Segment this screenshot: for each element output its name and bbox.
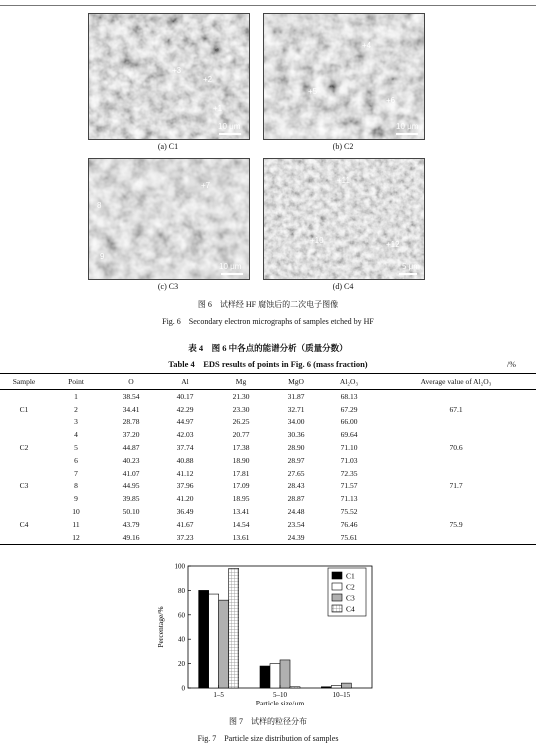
table-cell: 28.97	[287, 455, 305, 465]
table-cell: 37.23	[158, 531, 212, 544]
table-cell	[376, 428, 536, 441]
table-cell: 11	[72, 519, 80, 529]
table-cell: 7	[74, 468, 78, 478]
table-cell: 42.03	[176, 430, 194, 440]
bar-c2-0	[209, 594, 219, 688]
table-cell: 44.95	[122, 481, 140, 491]
table-row	[0, 403, 536, 416]
legend-label-c1: C1	[346, 571, 355, 581]
table-cell: 71.10	[340, 443, 358, 453]
sem-image-c1	[88, 13, 250, 140]
y-tick-label: 60	[178, 611, 185, 620]
scale-bar	[219, 133, 241, 135]
table-cell: 10	[72, 507, 80, 517]
y-tick-label: 40	[178, 635, 185, 644]
table-cell: 28.90	[287, 443, 305, 453]
table-cell: 1	[74, 391, 78, 401]
table-row	[0, 441, 536, 454]
table-cell	[0, 505, 48, 518]
table4-title-cn: 表 4 图 6 中各点的能谱分析（质量分数）	[188, 343, 348, 353]
table-cell: 5	[74, 443, 78, 453]
table-cell: 44.97	[176, 417, 194, 427]
table-cell: 23.30	[232, 404, 250, 414]
sem-texture	[89, 14, 249, 139]
bar-c3-1	[280, 660, 290, 688]
y-tick-label: 20	[178, 660, 185, 669]
table-cell	[0, 416, 48, 429]
table-cell: C4	[19, 519, 29, 529]
bar-c1-0	[199, 590, 209, 688]
table-cell: 41.20	[176, 494, 194, 504]
point-marker: +4	[362, 41, 372, 50]
table-cell: 17.38	[232, 443, 250, 453]
table-cell: 71.13	[340, 494, 358, 504]
table-cell: 24.39	[270, 531, 322, 544]
legend-label-c4: C4	[346, 604, 355, 614]
bar-chart	[150, 560, 380, 705]
table-row	[0, 518, 536, 531]
table-cell: 30.36	[287, 430, 305, 440]
table-body	[0, 390, 536, 545]
table-cell: 67.29	[340, 404, 358, 414]
table-cell: 37.74	[176, 443, 194, 453]
scale-bar-label: 5 μm	[402, 262, 420, 271]
legend-swatch-c4	[332, 605, 342, 612]
table-cell: 70.6	[449, 443, 463, 453]
sem-image-c4	[263, 158, 425, 280]
scale-bar	[221, 273, 243, 275]
table-cell: 8	[74, 481, 78, 491]
table-cell: 40.17	[176, 391, 194, 401]
table-cell: 49.16	[104, 531, 158, 544]
table-cell: 36.49	[176, 507, 194, 517]
table-cell: 23.54	[287, 519, 305, 529]
scale-bar-label: 10 μm	[219, 262, 242, 271]
table-cell: 72.35	[340, 468, 358, 478]
figure6-caption-cn: 图 6 试样经 HF 腐蚀后的二次电子图像	[197, 300, 339, 309]
table-cell: C1	[19, 404, 29, 414]
table-cell	[376, 416, 536, 429]
y-tick-label: 0	[181, 684, 185, 693]
table4-unit: /%	[507, 360, 516, 369]
figure7-caption-cn: 图 7 试样的粒径分布	[229, 717, 307, 726]
table-cell: 14.54	[232, 519, 250, 529]
table-cell: 76.46	[340, 519, 358, 529]
table-cell: 75.61	[322, 531, 376, 544]
panel-label: (d) C4	[332, 282, 354, 291]
table-cell	[0, 454, 48, 467]
table-row	[0, 416, 536, 429]
table-header-row	[0, 374, 536, 390]
table-cell: 18.95	[232, 494, 250, 504]
table-cell	[376, 454, 536, 467]
table-row	[0, 492, 536, 505]
y-tick-label: 100	[174, 562, 185, 571]
table-cell: 41.67	[176, 519, 194, 529]
table-cell: 37.96	[176, 481, 194, 491]
table-cell: 67.1	[449, 404, 463, 414]
table-cell: 32.71	[287, 404, 305, 414]
point-marker: 9	[100, 252, 105, 261]
point-marker: +12	[386, 240, 400, 249]
table-cell: 34.00	[287, 417, 305, 427]
table-row	[0, 454, 536, 467]
table-cell: 26.25	[232, 417, 250, 427]
x-tick-label: 1–5	[213, 691, 224, 699]
table-cell: 41.12	[176, 468, 194, 478]
column-header: Sample	[0, 374, 48, 390]
panel-label: (b) C2	[332, 142, 354, 151]
column-header: MgO	[270, 374, 322, 390]
point-marker: +11	[337, 176, 350, 185]
table-cell: 17.09	[232, 481, 250, 491]
table-cell	[376, 505, 536, 518]
bar-c3-0	[219, 600, 229, 688]
table-cell: 41.07	[122, 468, 140, 478]
panel-label: (a) C1	[157, 142, 179, 151]
table-row	[0, 531, 536, 544]
table-cell	[0, 390, 48, 403]
point-marker: +5	[308, 87, 318, 96]
table-cell: 44.87	[122, 443, 140, 453]
x-tick-label: 10–15	[332, 691, 351, 699]
table-cell: 37.20	[122, 430, 140, 440]
table-cell: 50.10	[122, 507, 140, 517]
column-header: Al₂O₃	[322, 374, 376, 390]
table-cell: C3	[19, 481, 29, 491]
table-cell	[376, 390, 536, 403]
top-rule	[0, 5, 536, 6]
point-marker: +6	[386, 96, 396, 105]
table-cell: 31.87	[287, 391, 305, 401]
table-cell: 71.57	[340, 481, 358, 491]
table-cell: 39.85	[122, 494, 140, 504]
x-axis-label: Particle size/μm	[255, 699, 305, 705]
point-marker: 8	[97, 201, 102, 210]
table-cell	[376, 467, 536, 480]
eds-table	[0, 373, 536, 545]
point-marker: +3	[172, 66, 182, 75]
table-cell: 71.03	[340, 455, 358, 465]
particle-size-chart	[150, 560, 380, 705]
table-cell: 75.9	[449, 519, 463, 529]
table-row	[0, 480, 536, 493]
table-cell: 68.13	[340, 391, 358, 401]
table-row	[0, 428, 536, 441]
sem-texture	[264, 14, 424, 139]
table-cell: 12	[48, 531, 104, 544]
panel-label: (c) C3	[157, 282, 179, 291]
column-header: O	[104, 374, 158, 390]
point-marker: +7	[201, 181, 211, 190]
bar-c1-1	[260, 666, 270, 688]
bar-c3-2	[341, 683, 351, 688]
table-cell: 21.30	[232, 391, 250, 401]
y-axis-label: Percentage/%	[156, 606, 165, 648]
table-cell: 28.87	[287, 494, 305, 504]
point-marker: +10	[310, 236, 324, 245]
sem-texture	[89, 159, 249, 279]
table-cell: 9	[74, 494, 78, 504]
table-cell: 34.41	[122, 404, 140, 414]
table-cell: 75.52	[340, 507, 358, 517]
bar-c4-0	[229, 568, 239, 688]
scale-bar	[396, 133, 418, 135]
table-cell	[0, 428, 48, 441]
table-cell	[0, 531, 48, 544]
point-marker: +2	[203, 75, 213, 84]
legend-swatch-c2	[332, 583, 342, 590]
bar-c2-2	[331, 686, 341, 688]
table-cell	[376, 492, 536, 505]
table-cell: 69.64	[340, 430, 358, 440]
table-cell: 71.7	[449, 481, 463, 491]
x-tick-label: 5–10	[273, 691, 287, 699]
table-cell: 13.41	[232, 507, 250, 517]
scale-bar	[399, 273, 417, 275]
sem-image-c3	[88, 158, 250, 280]
table-cell: 2	[74, 404, 78, 414]
legend-swatch-c3	[332, 594, 342, 601]
column-header: Point	[48, 374, 104, 390]
table-cell	[376, 531, 536, 544]
table-cell: 6	[74, 455, 78, 465]
scale-bar-label: 10 μm	[218, 122, 241, 131]
table-cell: 28.43	[287, 481, 305, 491]
legend-swatch-c1	[332, 572, 342, 579]
legend-label-c2: C2	[346, 582, 355, 592]
table-cell: 27.65	[287, 468, 305, 478]
table-cell: 42.29	[176, 404, 194, 414]
table-cell: 18.90	[232, 455, 250, 465]
table-cell: 13.61	[212, 531, 270, 544]
bar-c2-1	[270, 664, 280, 688]
table-cell: C2	[19, 443, 29, 453]
table-cell: 40.23	[122, 455, 140, 465]
table-row	[0, 505, 536, 518]
table-cell: 24.48	[287, 507, 305, 517]
legend-label-c3: C3	[346, 593, 355, 603]
table-cell: 40.88	[176, 455, 194, 465]
table-cell: 38.54	[122, 391, 140, 401]
figure7-caption-en: Fig. 7 Particle size distribution of samples	[197, 734, 339, 743]
table-cell	[0, 467, 48, 480]
figure6-caption-en: Fig. 6 Secondary electron micrographs of samples etched by HF	[162, 317, 374, 326]
table-cell: 43.79	[122, 519, 140, 529]
table-cell: 17.81	[232, 468, 250, 478]
column-header: Average value of Al₂O₃	[376, 374, 536, 390]
table-cell: 28.78	[122, 417, 140, 427]
bar-c4-1	[290, 687, 300, 688]
sem-image-c2	[263, 13, 425, 140]
table-cell: 20.77	[232, 430, 250, 440]
table-cell	[0, 492, 48, 505]
table-row	[0, 390, 536, 403]
table-cell: 3	[74, 417, 78, 427]
point-marker: +1	[213, 104, 223, 113]
table4-title-en: Table 4 EDS results of points in Fig. 6 (mass fraction)	[168, 359, 368, 369]
y-tick-label: 80	[178, 586, 185, 595]
table-row	[0, 467, 536, 480]
table-cell: 66.00	[340, 417, 358, 427]
column-header: Al	[158, 374, 212, 390]
bar-c1-2	[321, 687, 331, 688]
scale-bar-label: 10 μm	[396, 122, 419, 131]
column-header: Mg	[212, 374, 270, 390]
table-cell: 4	[74, 430, 78, 440]
